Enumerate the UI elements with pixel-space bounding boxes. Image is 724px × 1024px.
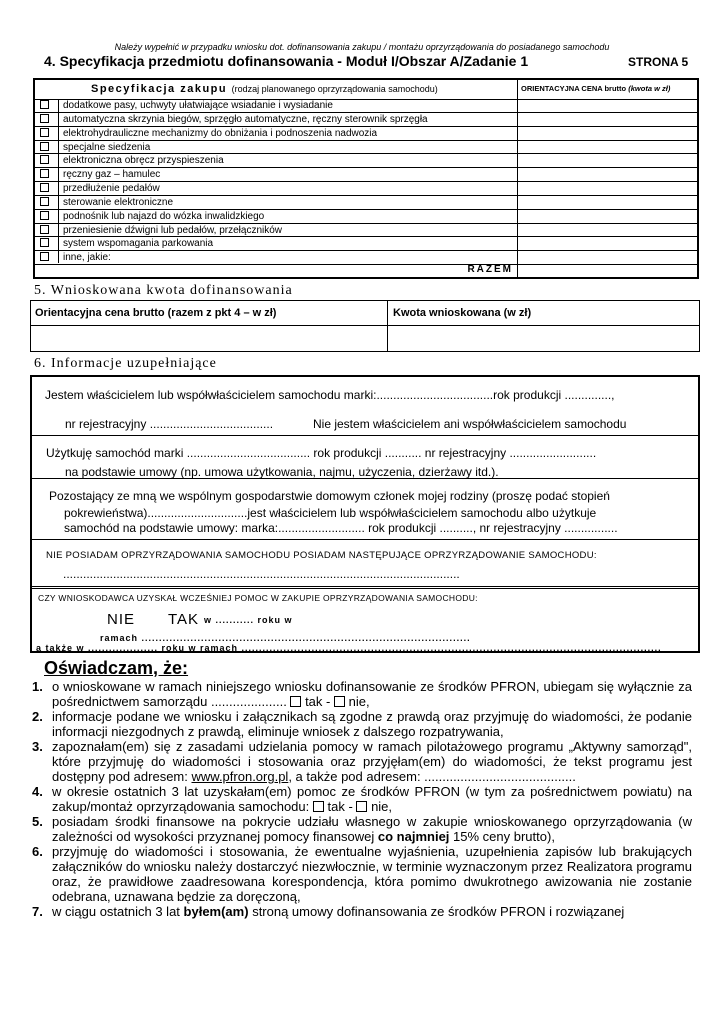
spec-col2-sub: (kwota w zł) — [628, 84, 671, 93]
spec-row — [35, 141, 697, 155]
spec-item-label: system wspomagania parkowania — [63, 238, 214, 250]
declarations-list — [32, 679, 692, 919]
spec-item-label: automatyczna skrzynia biegów, sprzęgło automatyczne, ręczny sterownik sprzęgła — [63, 113, 428, 125]
declaration-number: 2. — [32, 709, 43, 724]
spec-col1-sub: (rodzaj planowanego oprzyrządowania samochodu) — [231, 84, 438, 94]
spec-item-label: elektrohydrauliczne mechanizmy do obniżania i podnoszenia nadwozia — [63, 127, 378, 139]
not-owner-option: Nie jestem właścicielem ani współwłaścicielem samochodu — [313, 417, 627, 431]
declaration-1-no-checkbox[interactable] — [334, 696, 345, 707]
spec-item-label: przedłużenie pedałów — [63, 183, 160, 195]
total-label: RAZEM — [467, 264, 513, 275]
spec-item-label: specjalne siedzenia — [63, 141, 151, 153]
pfron-link[interactable]: www.pfron.org.pl — [191, 769, 289, 784]
spec-row — [35, 210, 697, 224]
spec-row — [35, 127, 697, 141]
spec-item-checkbox[interactable] — [40, 225, 49, 234]
spec-item-label: przeniesienie dźwigni lub pedałów, przełączników — [63, 224, 283, 236]
declaration-number: 7. — [32, 904, 43, 919]
use-line-2: na podstawie umowy (np. umowa użytkowania, najmu, użyczenia, dzierżawy itd.). — [65, 465, 499, 479]
spec-item-label: elektroniczna obręcz przyspieszenia — [63, 155, 224, 167]
declaration-4-yes-label: tak - — [327, 799, 353, 814]
spec-item-label: ręczny gaz – hamulec — [63, 169, 161, 181]
spec-row — [35, 168, 697, 182]
spec-row — [35, 182, 697, 196]
divider-family — [32, 539, 698, 540]
declaration-1 — [32, 679, 692, 709]
prior-help-program: ramach .............................................................................................. — [100, 633, 471, 643]
family-line-1: Pozostający ze mną we wspólnym gospodarstwie domowym członek mojej rodziny (proszę podać stopień — [49, 489, 610, 503]
declaration-5-text: posiadam środki finansowe na pokrycie udziału własnego w zakupie wnioskowanego oprzyrządowania (w zależności od wysokości przyznanej pomocy finansowej — [52, 814, 692, 844]
owner-registration: nr rejestracyjny ..................................... — [65, 417, 274, 431]
declaration-1-yes-checkbox[interactable] — [290, 696, 301, 707]
declaration-4-yes-checkbox[interactable] — [313, 801, 324, 812]
prior-help-also: a także w .................... roku w ramach ........................................................................................................................ — [36, 643, 662, 653]
declaration-1-text: o wnioskowane w ramach niniejszego wniosku dofinansowanie ze środków PFRON, ubiegam się wyłącznie za pośrednictwem samorządu ..................... — [52, 679, 692, 709]
declaration-5 — [32, 814, 692, 844]
page-number: STRONA 5 — [628, 55, 689, 69]
declaration-7 — [32, 904, 692, 919]
spec-row — [35, 224, 697, 238]
divider-owner — [32, 435, 698, 436]
declaration-5-bold: co najmniej — [377, 829, 450, 844]
spec-item-checkbox[interactable] — [40, 128, 49, 137]
spec-col2-header — [521, 84, 670, 93]
spec-row — [35, 196, 697, 210]
spec-header-row — [35, 80, 697, 100]
divider-equipment-2 — [32, 588, 698, 589]
declaration-4-text: w okresie ostatnich 3 lat uzyskałam(em) pomoc ze środków PFRON (w tym za pośrednictwem powiatu) na zakup/montaż oprzyrządowania samochodu: — [52, 784, 692, 814]
requested-amount-label: Kwota wnioskowana (w zł) — [393, 307, 532, 319]
spec-item-checkbox[interactable] — [40, 183, 49, 192]
spec-item-label: inne, jakie: — [63, 252, 111, 264]
section6-heading: 6. Informacje uzupełniające — [34, 356, 217, 371]
spec-item-checkbox[interactable] — [40, 169, 49, 178]
declaration-6 — [32, 844, 692, 904]
use-line-1: Użytkuję samochód marki ..................................... rok produkcji ........... nr rejestracyjny .......................... — [46, 446, 597, 460]
equipment-options: NIE POSIADAM OPRZYRZĄDOWANIA SAMOCHODU POSIADAM NASTĘPUJĄCE OPRZYRZĄDOWANIE SAMOCHODU: — [46, 550, 597, 561]
spec-item-checkbox[interactable] — [40, 211, 49, 220]
equipment-dots: ....................................................................................................................... — [63, 567, 460, 581]
section5-heading: 5. Wnioskowana kwota dofinansowania — [34, 283, 293, 298]
spec-item-label: podnośnik lub najazd do wózka inwalidzkiego — [63, 210, 265, 222]
spec-row — [35, 237, 697, 251]
divider-equipment — [32, 586, 698, 587]
spec-item-checkbox[interactable] — [40, 155, 49, 164]
prior-help-question: CZY WNIOSKODAWCA UZYSKAŁ WCZEŚNIEJ POMOC W ZAKUPIE OPRZYRZĄDOWANIA SAMOCHODU: — [38, 593, 478, 603]
spec-row — [35, 154, 697, 168]
spec-item-checkbox[interactable] — [40, 252, 49, 261]
spec-item-checkbox[interactable] — [40, 100, 49, 109]
spec-rows — [35, 99, 697, 265]
declaration-number: 4. — [32, 784, 43, 799]
spec-row — [35, 113, 697, 127]
spec-item-checkbox[interactable] — [40, 114, 49, 123]
spec-col1-header — [91, 83, 438, 95]
declaration-number: 5. — [32, 814, 43, 829]
declaration-7-text: w ciągu ostatnich 3 lat — [52, 904, 180, 919]
declaration-3-text-2: , a także pod adresem: .......................................... — [288, 769, 576, 784]
declaration-3-text: zapoznałam(em) się z zasadami udzielania pomocy w ramach pilotażowego programu „Aktywny samorząd", które przyjmuję do wiadomości i stosowania oraz przyjęłam(em) do wiadomości, że tekst programu jest dostępny pod adresem: — [52, 739, 692, 784]
family-line-3: samochód na podstawie umowy: marka:.......................... rok produkcji .........., nr rejestracyjny ................ — [64, 521, 618, 535]
declaration-number: 6. — [32, 844, 43, 859]
spec-item-checkbox[interactable] — [40, 238, 49, 247]
amount-table — [30, 300, 700, 352]
declaration-4-no-checkbox[interactable] — [356, 801, 367, 812]
spec-row — [35, 99, 697, 113]
spec-col2-title: ORIENTACYJNA CENA brutto — [521, 84, 627, 93]
declaration-7-bold: byłem(am) — [183, 904, 249, 919]
declaration-2-text: informacje podane we wniosku i załącznikach są zgodne z prawdą oraz przyjmuję do wiadomości, że podanie informacji niezgodnych z prawdą, eliminuje wniosek z dalszego rozpatrywania, — [52, 709, 692, 739]
declaration-number: 1. — [32, 679, 43, 694]
family-line-2: pokrewieństwa)..............................jest właścicielem lub współwłaścicielem samochodu albo użytkuje — [64, 506, 597, 520]
prior-help-year: w ........... roku w — [204, 615, 293, 625]
specification-table — [33, 78, 699, 279]
declaration-1-no-label: nie, — [348, 694, 370, 709]
prior-help-yes[interactable]: TAK — [168, 611, 200, 628]
requested-amount-field[interactable] — [389, 326, 700, 352]
section4-title: 4. Specyfikacja przedmiotu dofinansowania - Moduł I/Obszar A/Zadanie 1 — [44, 53, 529, 69]
owner-line-1: Jestem właścicielem lub współwłaścicielem samochodu marki:...................................rok produkcji .............., — [45, 388, 615, 402]
declaration-2 — [32, 709, 692, 739]
prior-help-no[interactable]: NIE — [107, 611, 136, 628]
form-note: Należy wypełnić w przypadku wniosku dot. dofinansowania zakupu / montażu oprzyrządowania do posiadanego samochodu — [114, 42, 610, 52]
spec-row — [35, 251, 697, 265]
spec-item-label: dodatkowe pasy, uchwyty ułatwiające wsiadanie i wysiadanie — [63, 100, 333, 111]
spec-item-checkbox[interactable] — [40, 142, 49, 151]
declaration-4-no-label: nie, — [371, 799, 393, 814]
spec-col1-title: Specyfikacja zakupu — [91, 83, 228, 95]
gross-price-label: Orientacyjna cena brutto (razem z pkt 4 – w zł) — [35, 307, 277, 319]
additional-info-box — [30, 375, 700, 653]
declaration-number: 3. — [32, 739, 43, 754]
declaration-3 — [32, 739, 692, 784]
spec-item-label: sterowanie elektroniczne — [63, 196, 174, 208]
gross-price-field[interactable] — [31, 326, 388, 352]
declarations-heading: Oświadczam, że: — [44, 658, 189, 678]
declaration-6-text: przyjmuję do wiadomości i stosowania, że ewentualne wyjaśnienia, uzupełnienia zapisów lub brakujących załączników do wniosku należy dostarczyć niezwłocznie, w terminie wyznaczonym przez Realizatora programu oraz, że prawidłowe zaadresowana korespondencja, która pomimo dwukrotnego awizowania nie zostanie odebrana, uznawana będzie za doręczoną, — [52, 844, 692, 904]
declaration-5-text-2: 15% ceny brutto), — [453, 829, 555, 844]
declaration-4 — [32, 784, 692, 814]
spec-item-checkbox[interactable] — [40, 197, 49, 206]
declaration-1-yes-label: tak - — [305, 694, 331, 709]
declaration-7-text-2: stroną umowy dofinansowania ze środków PFRON i rozwiązanej — [252, 904, 625, 919]
